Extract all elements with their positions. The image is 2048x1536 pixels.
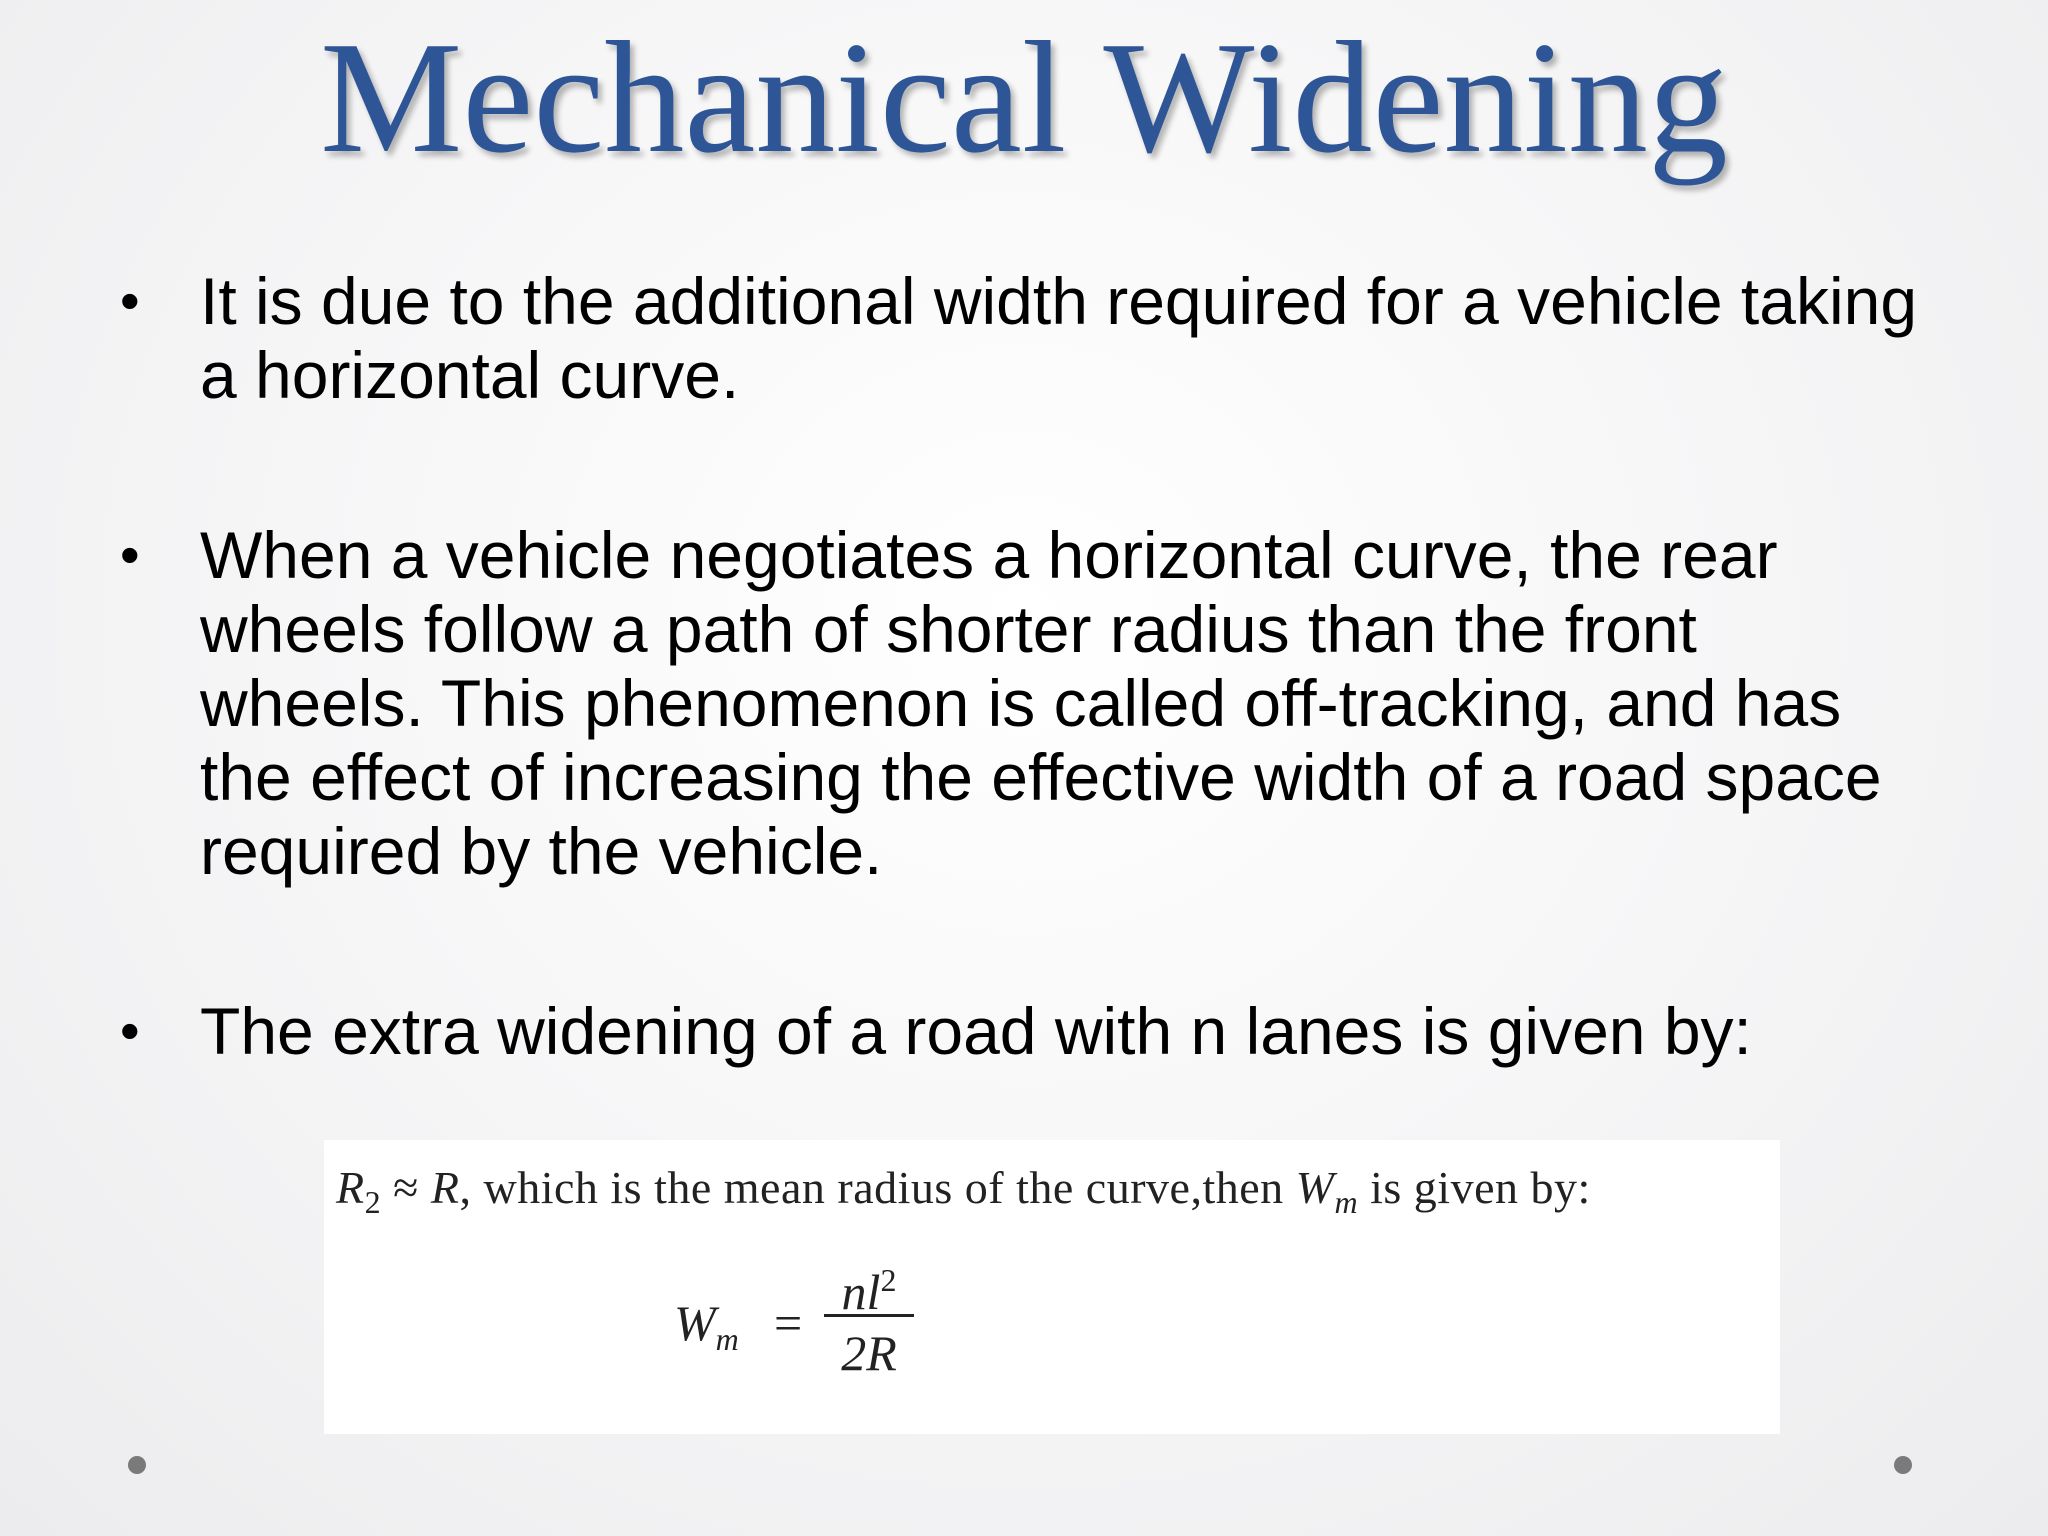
equation-w: W [674, 1295, 716, 1351]
equation-lhs [674, 1294, 739, 1358]
bullet-dot-icon: • [120, 269, 140, 332]
equation-fraction [824, 1250, 914, 1383]
bullet-dot-icon: • [120, 523, 140, 586]
formula-r-subscript: 2 [364, 1184, 382, 1220]
formula-end-text: is given by: [1358, 1162, 1591, 1213]
formula-description [336, 1158, 1591, 1232]
formula-r2: R [430, 1162, 460, 1213]
bullet-text: It is due to the additional width required for a vehicle taking a horizontal curve. [200, 264, 1918, 412]
numerator-text: nl [841, 1264, 881, 1320]
nav-dot-icon[interactable] [128, 1456, 146, 1474]
bullet-item [120, 994, 1920, 1068]
fraction-denominator: 2R [841, 1325, 897, 1381]
fraction-numerator [824, 1250, 914, 1320]
formula-approx: ≈ [393, 1162, 419, 1213]
equation-equals: = [774, 1295, 803, 1351]
numerator-exponent: 2 [880, 1262, 897, 1298]
bullet-item [120, 264, 1920, 412]
bullet-text: When a vehicle negotiates a horizontal curve, the rear wheels follow a path of shorter radius than the front wheels. This phenomenon is called off-tracking, and has the effect of increasing the effective width of a road space required by the vehicle. [200, 518, 1882, 888]
formula-image [324, 1140, 1780, 1434]
formula-r: R [336, 1162, 365, 1213]
bullet-text: The extra widening of a road with n lanes is given by: [200, 994, 1752, 1068]
formula-w: W [1295, 1162, 1335, 1213]
formula-text: , which is the mean radius of the curve,then [459, 1162, 1296, 1213]
nav-dot-icon[interactable] [1894, 1456, 1912, 1474]
slide-title: Mechanical Widening [320, 8, 1728, 186]
formula-w-subscript: m [1334, 1184, 1359, 1220]
bullet-item [120, 518, 1920, 888]
bullet-dot-icon: • [120, 999, 140, 1062]
equation-w-subscript: m [715, 1321, 739, 1357]
